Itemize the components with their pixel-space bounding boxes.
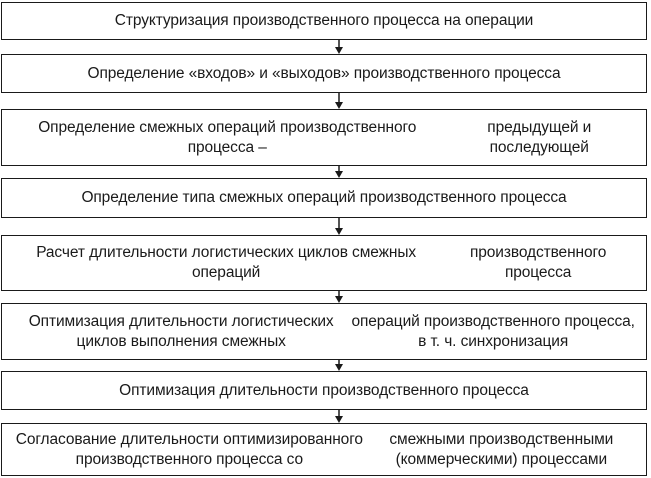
step-2-line-1: Определение «входов» и «выходов» производственного процесса <box>87 64 561 82</box>
step-1-line-1: Структуризация производственного процесса на операции <box>114 12 534 29</box>
step-box-1 <box>1 2 647 40</box>
step-box-5 <box>1 235 647 291</box>
step-box-3 <box>1 109 647 166</box>
step-box-8 <box>1 423 647 476</box>
step-5-line-2: производственного процесса <box>469 244 607 281</box>
step-8-line-2: смежными производственными (коммерческими) процессами <box>389 430 614 468</box>
step-6-line-1: Оптимизация длительности логистических циклов выполнения смежных <box>28 312 334 350</box>
arrow-down-6 <box>333 360 345 371</box>
step-8-line-1: Согласование длительности оптимизированного производственного процесса со <box>15 430 363 468</box>
step-box-7 <box>1 371 647 410</box>
step-box-6 <box>1 303 647 360</box>
step-6-line-2: операций производственного процесса, в т. ч. синхронизация <box>351 312 635 350</box>
arrow-down-4 <box>333 218 345 235</box>
arrow-down-2 <box>333 93 345 109</box>
step-box-4 <box>1 178 647 218</box>
arrow-down-3 <box>333 166 345 178</box>
arrow-down-1 <box>333 40 345 54</box>
step-3-line-1: Определение смежных операций производственного процесса – <box>38 118 417 156</box>
step-4-line-1: Определение типа смежных операций производственного процесса <box>81 189 567 206</box>
arrow-down-7 <box>333 410 345 423</box>
step-5-line-1: Расчет длительности логистических циклов смежных операций <box>36 244 417 281</box>
arrow-down-5 <box>333 291 345 303</box>
step-box-2 <box>1 54 647 93</box>
step-3-line-2: предыдущей и последующей <box>487 118 592 156</box>
step-7-line-1: Оптимизация длительности производственного процесса <box>119 381 529 399</box>
